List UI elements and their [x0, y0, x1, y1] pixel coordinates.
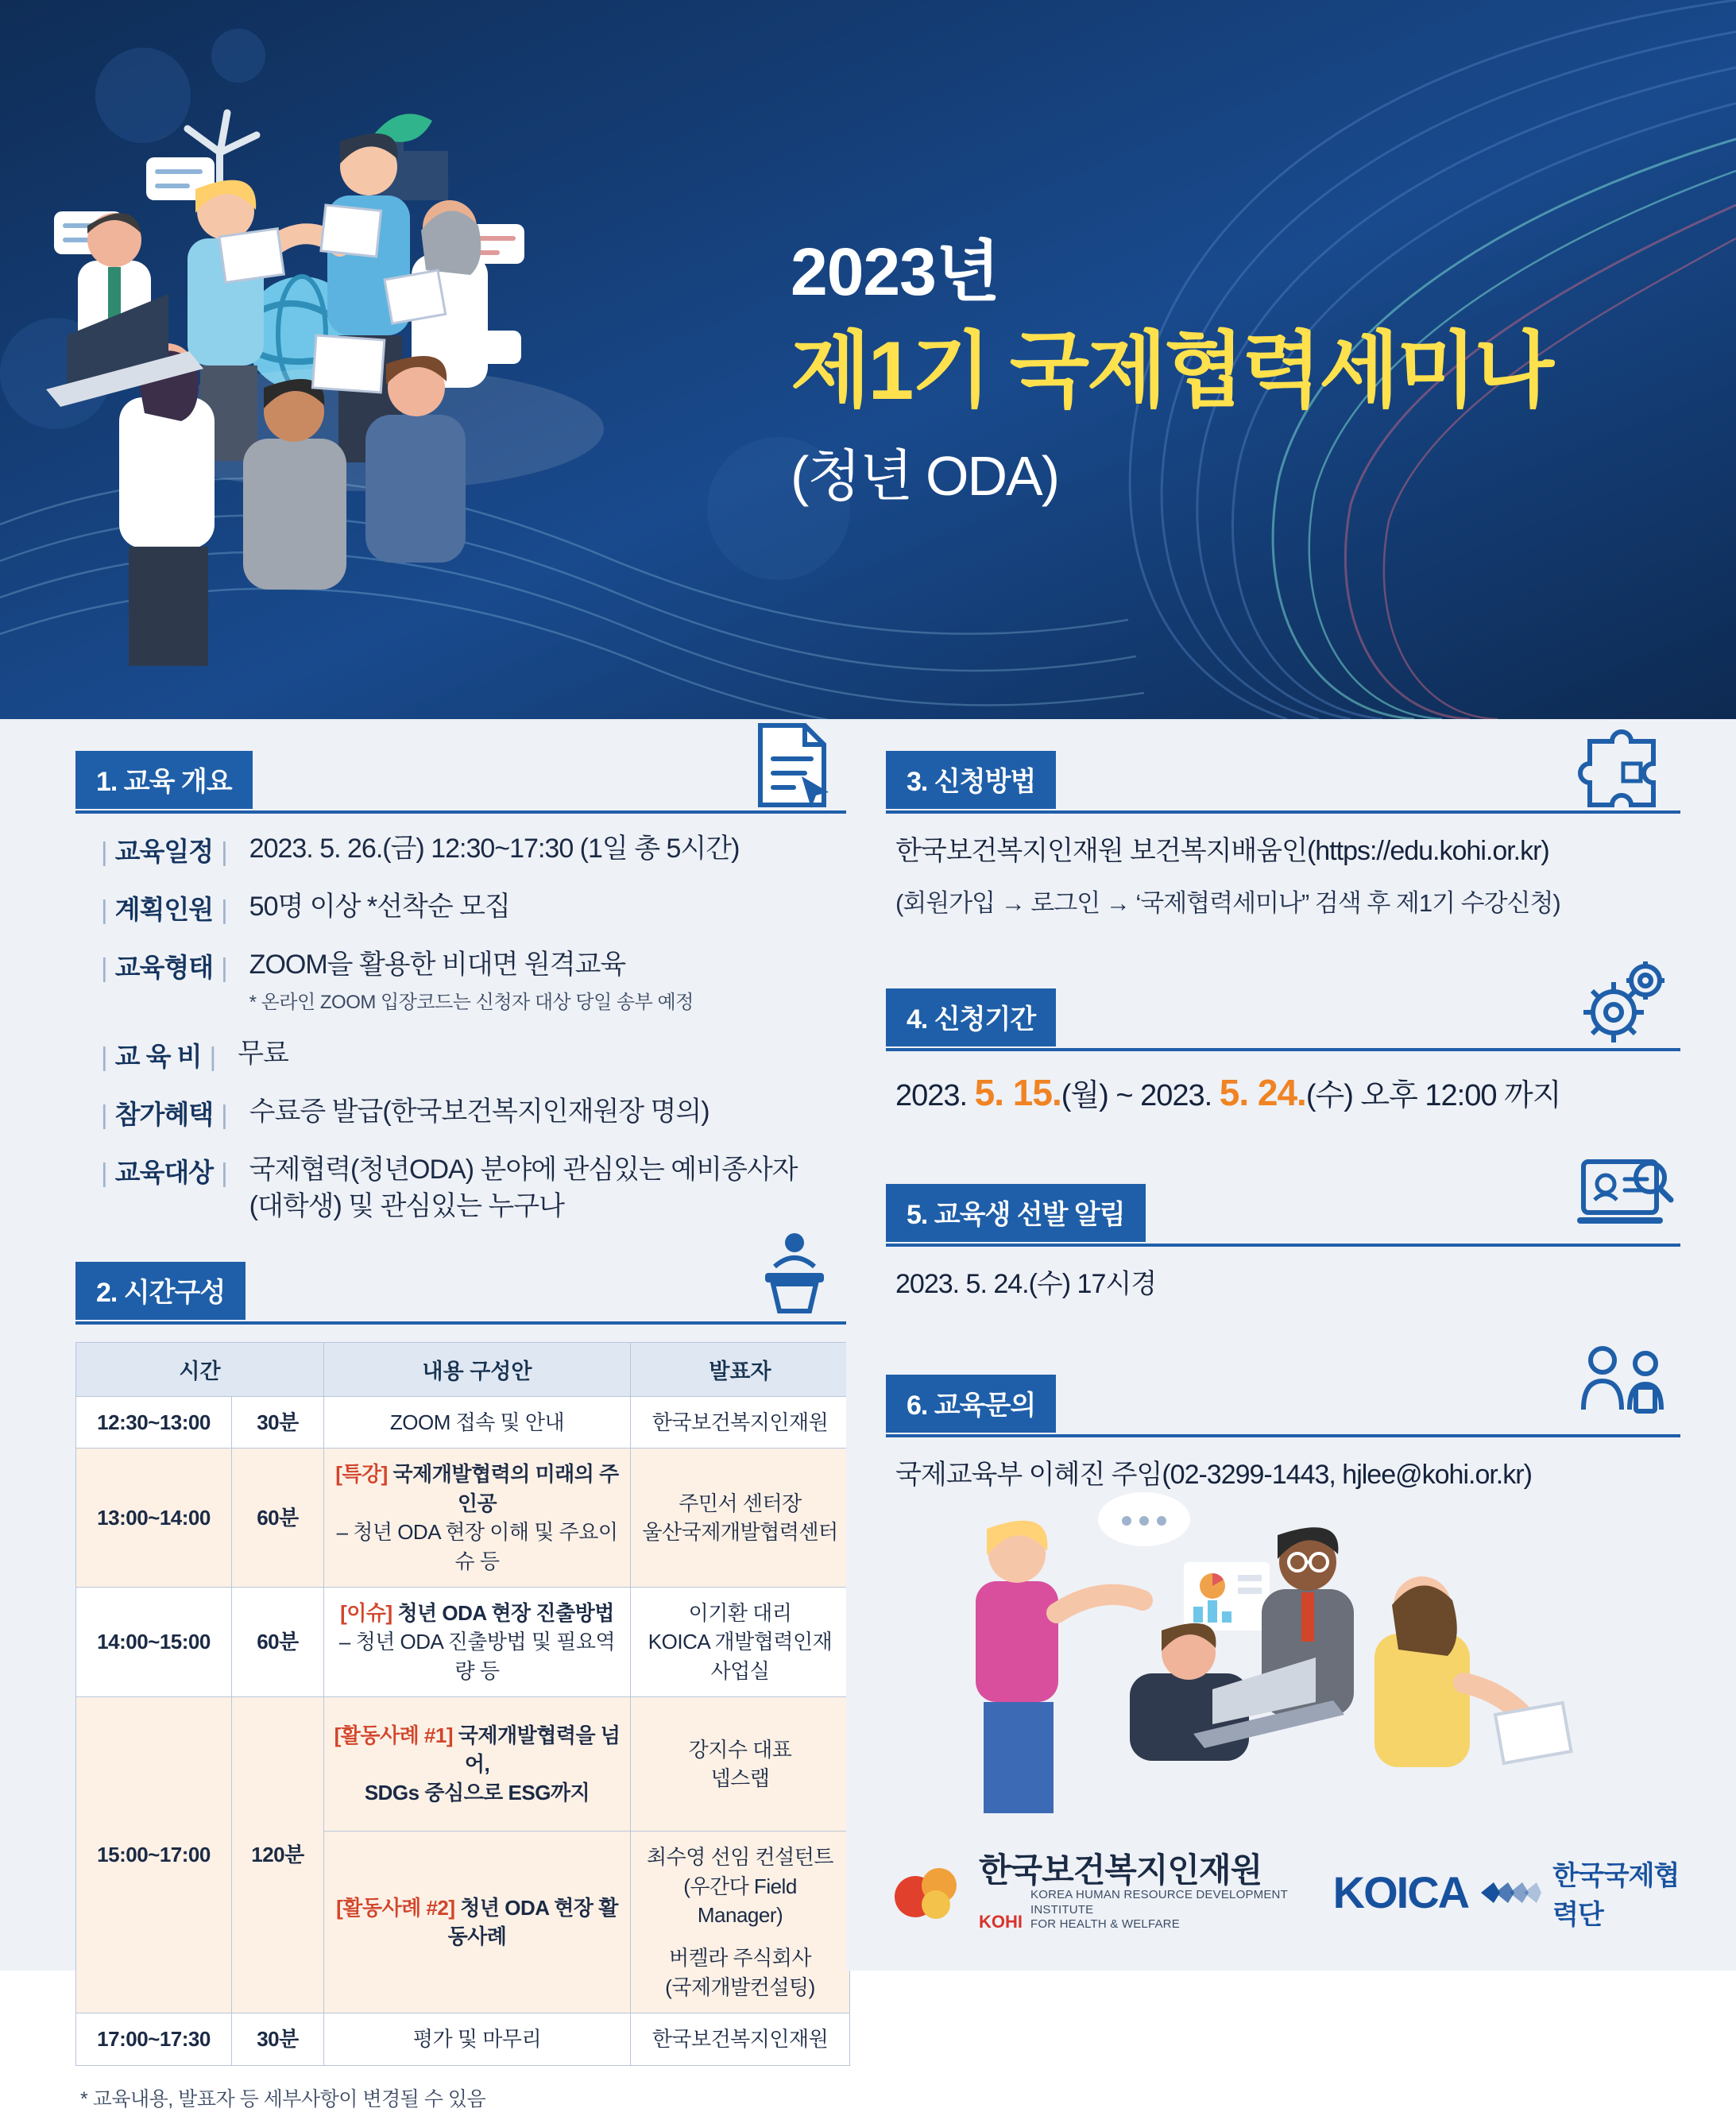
selection-notice-rule [886, 1244, 1680, 1247]
kohi-english-name: KOREA HUMAN RESOURCE DEVELOPMENT INSTITUTE FOR HEALTH & WELFARE [1030, 1887, 1288, 1932]
kohi-mark-icon [890, 1862, 966, 1924]
schedule-col-speaker: 발표자 [631, 1343, 850, 1397]
inquiry-heading-label: 6. 교육문의 [886, 1375, 1056, 1433]
overview-rule [75, 810, 846, 814]
cell-duration: 120분 [232, 1697, 324, 2013]
topic-main: 청년 ODA 현장 활동사례 [447, 1895, 618, 1949]
overview-row [93, 947, 846, 1015]
cell-speaker [631, 1588, 850, 1697]
overview-row-value: 2023. 5. 26.(금) 12:30~17:30 (1일 총 5시간) [249, 834, 740, 864]
table-row [76, 2013, 850, 2065]
cell-topic: ZOOM 접속 및 안내 [324, 1397, 631, 1449]
cell-duration: 60분 [232, 1449, 324, 1588]
section-apply-method [886, 751, 1680, 919]
schedule-col-topic: 내용 구성안 [324, 1343, 631, 1397]
overview-row-label: | 교 육 비 | [101, 1042, 216, 1072]
topic-tag: [특강] [335, 1462, 388, 1487]
apply-period-end: 5. 24. [1219, 1072, 1306, 1113]
table-row [76, 1697, 850, 1832]
schedule-rule [75, 1321, 846, 1325]
cell-duration: 30분 [232, 1397, 324, 1449]
cell-time: 12:30~13:00 [76, 1397, 232, 1449]
schedule-heading-label: 2. 시간구성 [75, 1262, 246, 1320]
selection-notice-heading [886, 1184, 1680, 1242]
left-column [0, 719, 846, 2110]
topic-sub: – 청년 ODA 진출방법 및 필요역량 등 [338, 1630, 616, 1683]
overview-heading [75, 751, 846, 809]
overview-row-value: 국제협력(청년ODA) 분야에 관심있는 예비종사자 (대학생) 및 관심있는 누구나 [249, 1155, 798, 1222]
document-check-icon [743, 718, 838, 813]
kohi-name: 한국보건복지인재원 [979, 1851, 1262, 1889]
overview-row-value-text: ZOOM을 활용한 비대면 원격교육 [249, 950, 626, 980]
overview-row [93, 1036, 846, 1073]
speaker-line: 강지수 대표 [688, 1737, 792, 1762]
cell-speaker [631, 1449, 850, 1588]
hero-subtitle: (청년 ODA) [791, 444, 1058, 507]
overview-row-value: 수료증 발급(한국보건복지인재원장 명의) [249, 1097, 709, 1128]
cell-time: 15:00~17:00 [76, 1697, 232, 2013]
apply-period-text [895, 1070, 1680, 1114]
hero-title-block [791, 234, 1680, 512]
topic-main: 청년 ODA 현장 진출방법 [397, 1601, 614, 1626]
overview-row-label: | 교육대상 | [101, 1158, 227, 1188]
apply-period-rule [886, 1048, 1680, 1051]
overview-row [93, 1094, 846, 1131]
overview-row-label: | 교육일정 | [101, 837, 227, 866]
section-overview [75, 751, 846, 1225]
apply-period-heading-label: 4. 신청기간 [886, 988, 1056, 1046]
schedule-header-row [76, 1343, 850, 1397]
people-info-icon [1577, 1341, 1672, 1429]
cell-topic [324, 1832, 631, 2013]
selection-notice-heading-label: 5. 교육생 선발 알림 [886, 1184, 1146, 1242]
apply-period-start: 5. 15. [974, 1072, 1061, 1113]
koica-korean-name: 한국국제협력단 [1552, 1860, 1680, 1930]
apply-period-suffix: (수) 오후 12:00 까지 [1305, 1079, 1561, 1112]
cell-speaker [631, 1697, 850, 1832]
cell-duration: 30분 [232, 2013, 324, 2065]
overview-row [93, 831, 846, 868]
overview-row-value: 50명 이상 *선착순 모집 [249, 892, 510, 922]
apply-method-line2: (회원가입 → 로그인 → ‘국제협력세미나” 검색 후 제1기 수강신청) [895, 889, 1560, 917]
table-row [76, 1397, 850, 1449]
overview-row-note: * 온라인 ZOOM 입장코드는 신청자 대상 당일 송부 예정 [249, 991, 694, 1013]
apply-method-rule [886, 810, 1680, 814]
cell-time: 13:00~14:00 [76, 1449, 232, 1588]
speaker-line: (국제개발컨설팅) [665, 1975, 815, 1999]
speaker-line: 울산국제개발협력센터 [642, 1520, 838, 1545]
cell-time: 14:00~15:00 [76, 1588, 232, 1697]
cell-speaker: 한국보건복지인재원 [631, 2013, 850, 2065]
koica-wordmark: KOICA [1332, 1867, 1469, 1918]
cell-topic [324, 1588, 631, 1697]
overview-row-label: | 교육형태 | [101, 953, 227, 982]
overview-row [93, 1152, 846, 1225]
schedule-heading [75, 1262, 846, 1320]
apply-method-heading-label: 3. 신청방법 [886, 751, 1056, 809]
topic-tag: [이슈] [340, 1601, 392, 1626]
overview-row-value [249, 947, 694, 1015]
inquiry-rule [886, 1434, 1680, 1437]
selection-notice-text: 2023. 5. 24.(수) 17시경 [895, 1269, 1157, 1299]
apply-method-heading [886, 751, 1680, 809]
id-card-search-icon [1576, 1151, 1672, 1238]
section-apply-period [886, 988, 1680, 1114]
topic-sub: SDGs 중심으로 ESG까지 [364, 1781, 590, 1805]
hero-illustration [32, 56, 763, 683]
cell-speaker: 한국보건복지인재원 [631, 1397, 850, 1449]
table-row [76, 1449, 850, 1588]
topic-main: 국제개발협력의 미래의 주인공 [392, 1462, 619, 1515]
speaker-line: 최수영 선임 컨설턴트 [647, 1845, 833, 1870]
hero-year: 2023년 [791, 234, 1000, 309]
speaker-line: KOICA 개발협력인재사업실 [648, 1630, 833, 1683]
speaker-line: (우간다 Field Manager) [683, 1874, 797, 1927]
cell-topic [324, 1697, 631, 1832]
topic-sub: – 청년 ODA 현장 이해 및 주요이슈 등 [336, 1520, 618, 1573]
cell-speaker [631, 1832, 850, 2013]
schedule-footnote: * 교육내용, 발표자 등 세부사항이 변경될 수 있음 [80, 2087, 486, 2110]
koica-chevron-icon [1479, 1881, 1541, 1905]
topic-tag: [활동사례 #1] [334, 1723, 454, 1747]
section-inquiry [886, 1375, 1680, 1495]
overview-row [93, 889, 846, 926]
speaker-line: 주민서 센터장 [679, 1491, 802, 1515]
footer-logos [890, 1853, 1684, 1932]
schedule-col-time: 시간 [76, 1343, 324, 1397]
cell-duration: 60분 [232, 1588, 324, 1697]
table-row [76, 1588, 850, 1697]
cell-topic [324, 1449, 631, 1588]
apply-period-heading [886, 988, 1680, 1046]
apply-period-prefix: 2023. [895, 1079, 975, 1112]
apply-period-mid: (월) ~ 2023. [1061, 1079, 1220, 1112]
cell-time: 17:00~17:30 [76, 2013, 232, 2065]
inquiry-heading [886, 1375, 1680, 1433]
kohi-abbr: KOHI [979, 1912, 1023, 1932]
overview-heading-label: 1. 교육 개요 [75, 751, 253, 809]
overview-list [93, 831, 846, 1225]
overview-row-label: | 참가혜택 | [101, 1100, 227, 1130]
section-selection-notice [886, 1184, 1680, 1305]
kohi-logo [890, 1853, 1301, 1932]
cell-topic: 평가 및 마무리 [324, 2013, 631, 2065]
bottom-illustration [945, 1486, 1597, 1820]
speaker-line: 넵스랩 [710, 1766, 770, 1791]
hero-main-title: 제1기 국제협력세미나 [791, 325, 1552, 417]
gears-icon [1574, 955, 1672, 1054]
overview-row-label: | 계획인원 | [101, 895, 227, 924]
apply-method-line1: 한국보건복지인재원 보건복지배움인(https://edu.kohi.or.kr) [895, 836, 1549, 866]
section-schedule [75, 1262, 846, 2111]
inquiry-text: 국제교육부 이혜진 주임(02-3299-1443, hjlee@kohi.or.kr) [895, 1460, 1532, 1490]
speaker-line: 버켈라 주식회사 [668, 1946, 812, 1971]
hero-banner [0, 0, 1736, 719]
overview-row-value: 무료 [238, 1039, 288, 1070]
topic-tag: [활동사례 #2] [336, 1895, 455, 1920]
schedule-table [75, 1342, 850, 2065]
puzzle-icon [1579, 718, 1672, 811]
koica-logo [1333, 1854, 1684, 1932]
lecturer-podium-icon [751, 1228, 838, 1316]
topic-main: 국제개발협력을 넘어, [458, 1723, 621, 1776]
speaker-line: 이기환 대리 [688, 1601, 792, 1626]
